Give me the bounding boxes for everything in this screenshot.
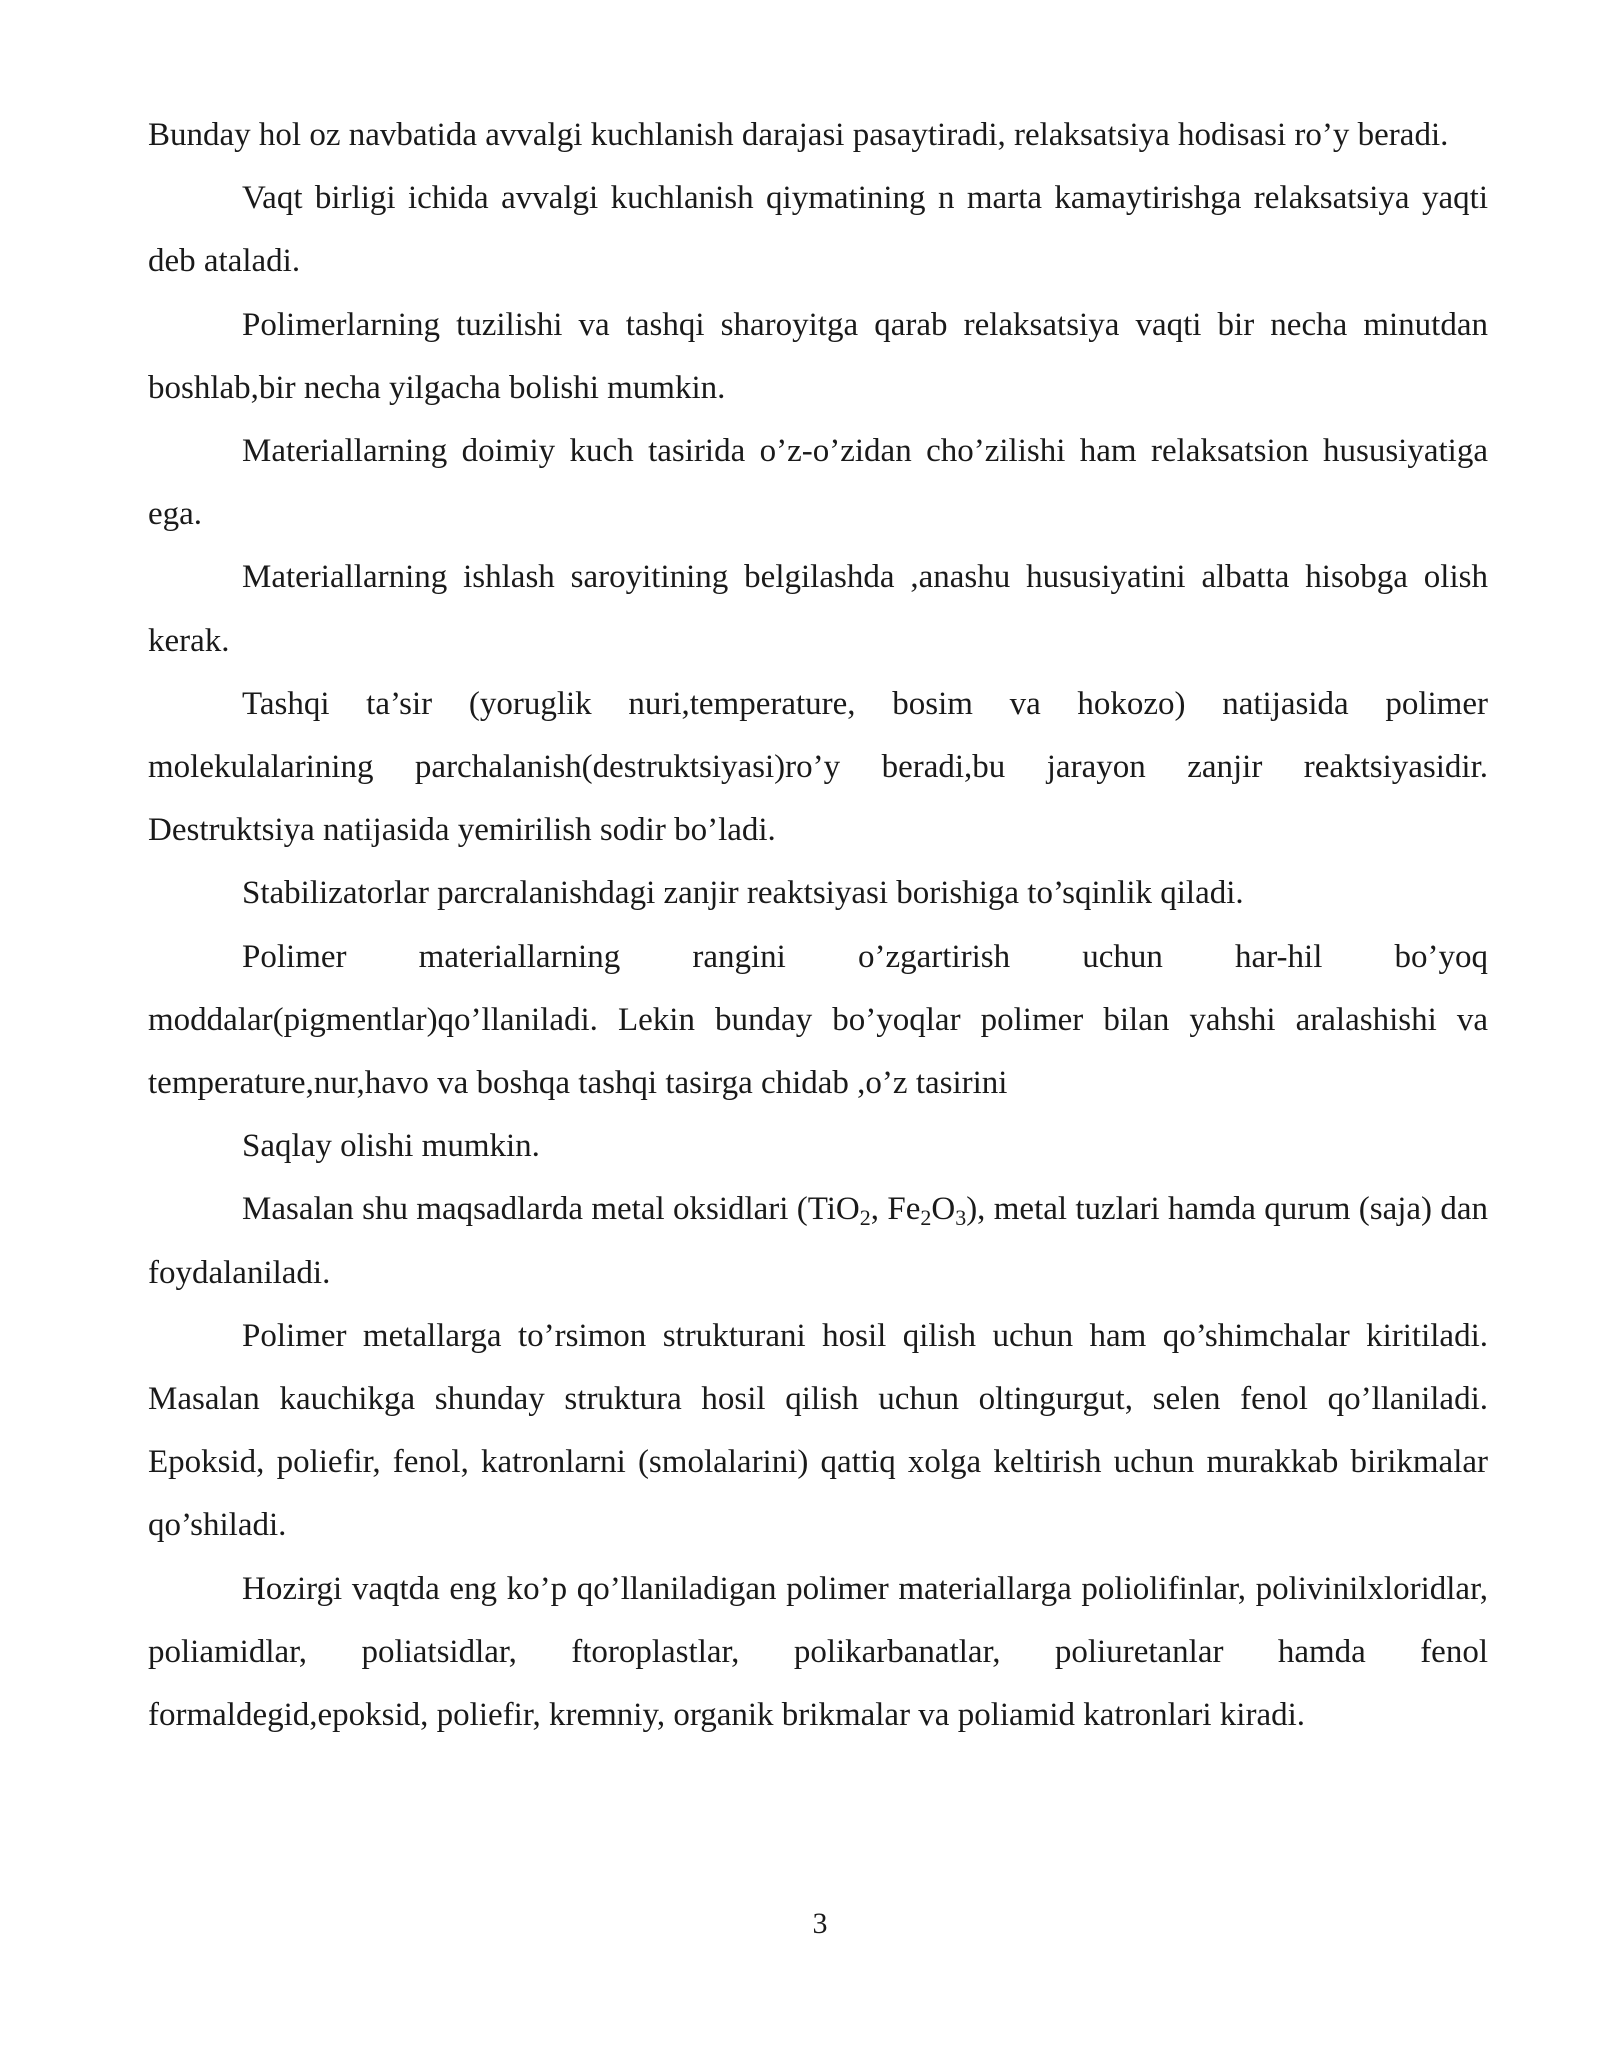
- paragraph: Polimer metallarga to’rsimon strukturani hosil qilish uchun ham qo’shimchalar kiritiladi. Masalan kauchikga shunday struktura hosil qilish uchun oltingurgut, selen fenol qo’llaniladi. Epoksid, poliefir, fenol, katronlarni (smolalarini) qattiq xolga keltirish uchun murakkab birikmalar qo’shiladi.: [148, 1317, 1488, 1544]
- paragraph: Saqlay olishi mumkin.: [242, 1128, 540, 1165]
- paragraph: Vaqt birligi ichida avvalgi kuchlanish qiymatining n marta kamaytirishga relaksatsiya yaqti deb ataladi.: [148, 180, 1488, 280]
- oxides-text-after: ), metal tuzlari hamda qurum (saja) dan foydalaniladi.: [148, 1191, 1488, 1291]
- oxides-text-before: Masalan shu maqsadlarda metal oksidlari (TiO: [242, 1191, 860, 1228]
- page-number: 3: [812, 1907, 828, 1940]
- paragraph: Tashqi ta’sir (yoruglik nuri,temperature, bosim va hokozo) natijasida polimer molekulalarining parchalanish(destruktsiyasi)ro’y beradi,bu jarayon zanjir reaktsiyasidir. Destruktsiya natijasida yemirilish sodir bo’ladi.: [148, 685, 1488, 849]
- paragraph: Materiallarning ishlash saroyitining belgilashda ,anashu hususiyatini albatta hisobga olish kerak.: [148, 559, 1488, 659]
- paragraph: Bunday hol oz navbatida avvalgi kuchlanish darajasi pasaytiradi, relaksatsiya hodisasi ro’y beradi.: [148, 117, 1449, 153]
- subscript: 2: [920, 1205, 932, 1231]
- paragraph-oxides: [148, 1178, 1488, 1304]
- subscript: 3: [955, 1205, 967, 1231]
- paragraph: Polimerlarning tuzilishi va tashqi sharoyitga qarab relaksatsiya vaqti bir necha minutdan boshlab,bir necha yilgacha bolishi mumkin.: [148, 306, 1488, 406]
- document-body: [148, 104, 1488, 1747]
- oxides-text-mid: , Fe: [870, 1191, 921, 1228]
- paragraph: Materiallarning doimiy kuch tasirida o’z-o’zidan cho’zilishi ham relaksatsion hususiyatiga ega.: [148, 433, 1488, 533]
- paragraph: Stabilizatorlar parcralanishdagi zanjir reaktsiyasi borishiga to’sqinlik qiladi.: [242, 875, 1244, 912]
- subscript: 2: [859, 1205, 871, 1231]
- oxides-text-mid: O: [931, 1191, 956, 1228]
- paragraph: Polimer materiallarning rangini o’zgartirish uchun har-hil bo’yoq moddalar(pigmentlar)qo’llaniladi. Lekin bunday bo’yoqlar polimer bilan yahshi aralashishi va temperature,nur,havo va boshqa tashqi tasirga chidab ,o’z tasirini: [148, 938, 1488, 1102]
- paragraph: Hozirgi vaqtda eng ko’p qo’llaniladigan polimer materiallarga poliolifinlar, polivinilxloridlar, poliamidlar, poliatsidlar, ftoroplastlar, polikarbanatlar, poliuretanlar hamda fenol formaldegid,epoksid, poliefir, kremniy, organik brikmalar va poliamid katronlari kiradi.: [148, 1570, 1488, 1734]
